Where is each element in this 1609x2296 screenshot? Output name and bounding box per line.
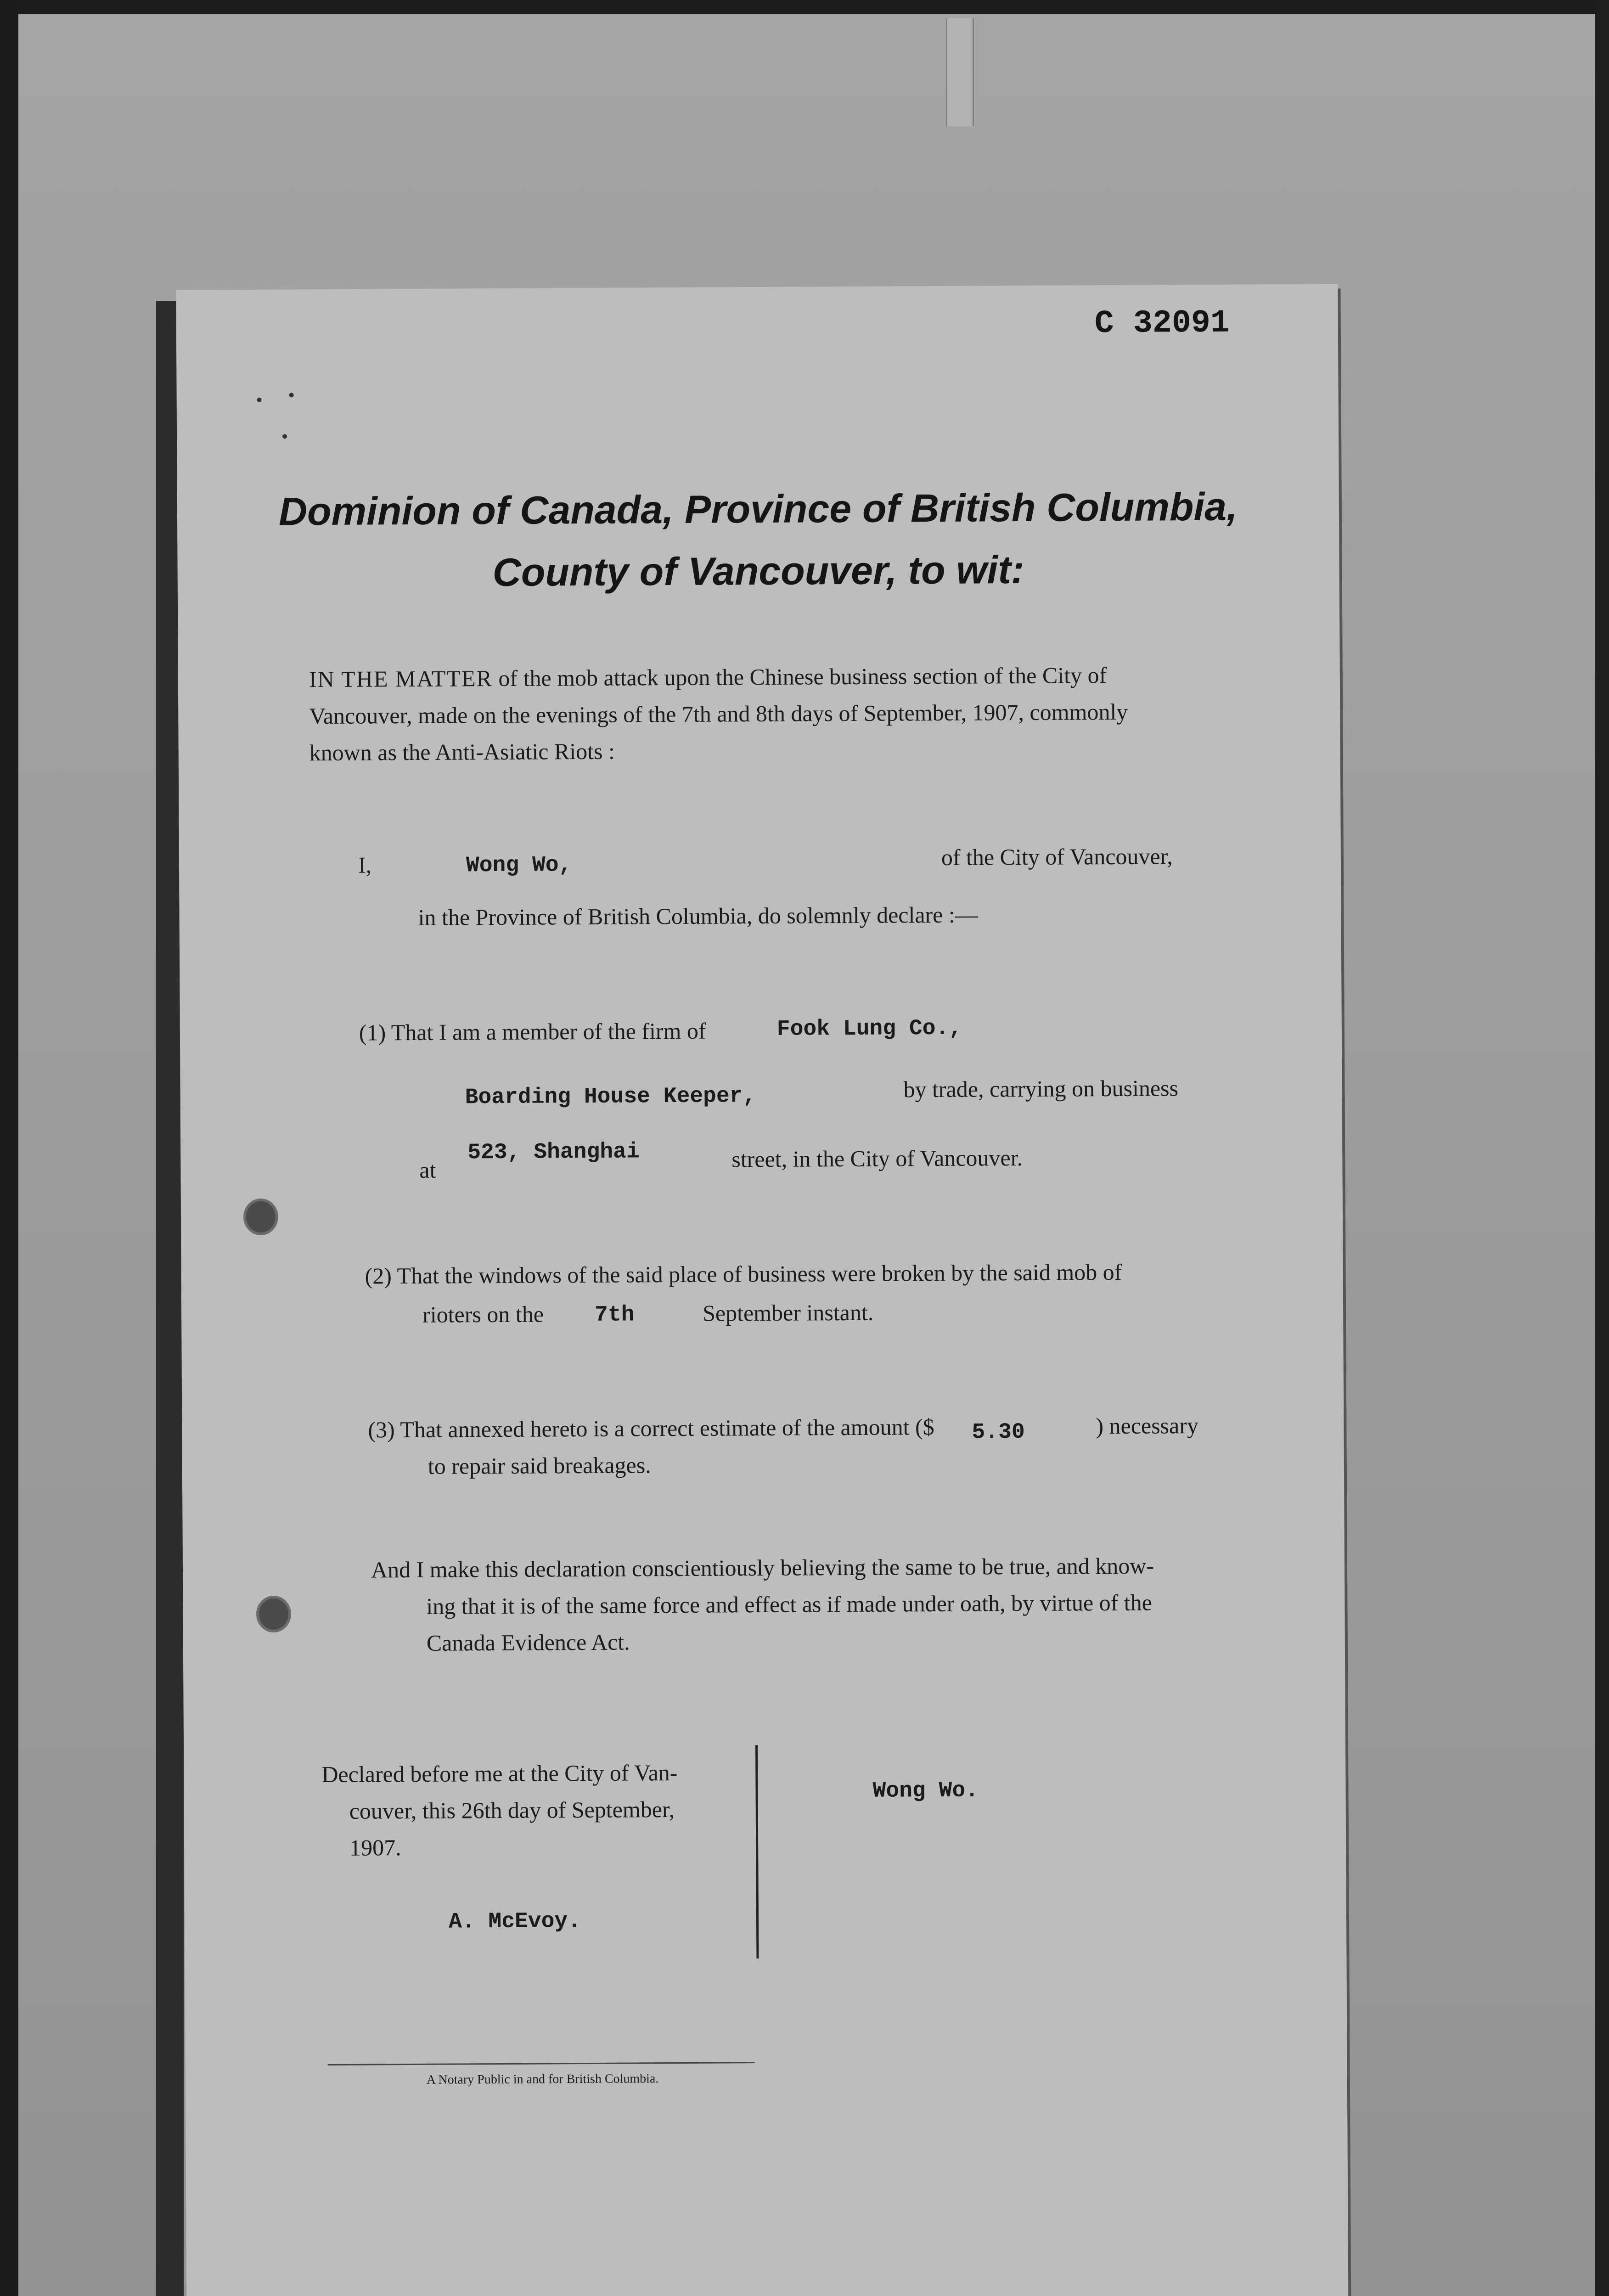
declared-line-1: Declared before me at the City of Van- (321, 1759, 678, 1788)
matter-text: of the mob attack upon the Chinese business section of the City of (498, 662, 1107, 691)
amount: 5.30 (972, 1420, 1025, 1445)
trade: Boarding House Keeper, (465, 1084, 756, 1110)
item-2-suffix: September instant. (702, 1299, 874, 1326)
declare-line: in the Province of British Columbia, do solemnly declare :— (418, 901, 978, 930)
item-3-line-2: to repair said breakages. (428, 1452, 651, 1479)
notary-signature-line (328, 2062, 755, 2065)
matter-line-2: Vancouver, made on the evenings of the 7th and 8th days of September, 1907, commonly (309, 698, 1128, 729)
closing-line-1: And I make this declaration conscientiously believing the same to be true, and know- (371, 1553, 1154, 1583)
riot-date: 7th (594, 1302, 635, 1328)
matter-line-1 (309, 657, 1107, 697)
street-address: 523, Shanghai (467, 1139, 640, 1165)
notary-caption: A Notary Public in and for British Columbia. (426, 2071, 659, 2087)
signature-divider (755, 1745, 759, 1958)
at-label: at (419, 1157, 436, 1183)
matter-lead: IN THE MATTER (309, 665, 493, 692)
closing-line-2: ing that it is of the same force and effect as if made under oath, by virtue of the (426, 1589, 1153, 1619)
reference-number: C 32091 (1094, 305, 1230, 343)
item-2-line-1: (2) That the windows of the said place of business were broken by the said mob of (365, 1259, 1122, 1289)
declared-line-3: 1907. (349, 1835, 401, 1861)
declarant-prefix: I, (358, 852, 372, 878)
firm-name: Fook Lung Co., (776, 1016, 962, 1042)
item-3-prefix: (3) That annexed hereto is a correct estimate of the amount ($ (368, 1414, 934, 1443)
item-1-prefix: (1) That I am a member of the firm of (359, 1018, 706, 1046)
notary-name: A. McEvoy. (448, 1909, 581, 1935)
matter-line-3: known as the Anti-Asiatic Riots : (309, 738, 615, 766)
closing-line-3: Canada Evidence Act. (426, 1629, 630, 1656)
tape-strip (946, 18, 974, 126)
declarant-name: Wong Wo, (466, 853, 572, 878)
film-edge-left (0, 0, 18, 2296)
film-edge-top (0, 0, 1609, 14)
street-suffix: street, in the City of Vancouver. (731, 1145, 1023, 1172)
punch-hole-upper (243, 1199, 278, 1235)
stray-mark (289, 393, 294, 397)
heading-line-1: Dominion of Canada, Province of British Columbia, (278, 484, 1238, 534)
declared-line-2: couver, this 26th day of September, (349, 1796, 675, 1824)
film-edge-right (1595, 0, 1609, 2296)
stray-mark (257, 398, 262, 402)
declarant-signature: Wong Wo. (872, 1778, 979, 1804)
declaration-form (176, 284, 1348, 2296)
item-2-prefix: rioters on the (422, 1301, 544, 1328)
trade-suffix: by trade, carrying on business (903, 1075, 1179, 1103)
declarant-city: of the City of Vancouver, (941, 843, 1173, 870)
heading-line-2: County of Vancouver, to wit: (492, 547, 1024, 595)
stray-mark (282, 434, 287, 439)
punch-hole-lower (256, 1596, 291, 1632)
item-3-suffix: ) necessary (1096, 1412, 1199, 1439)
